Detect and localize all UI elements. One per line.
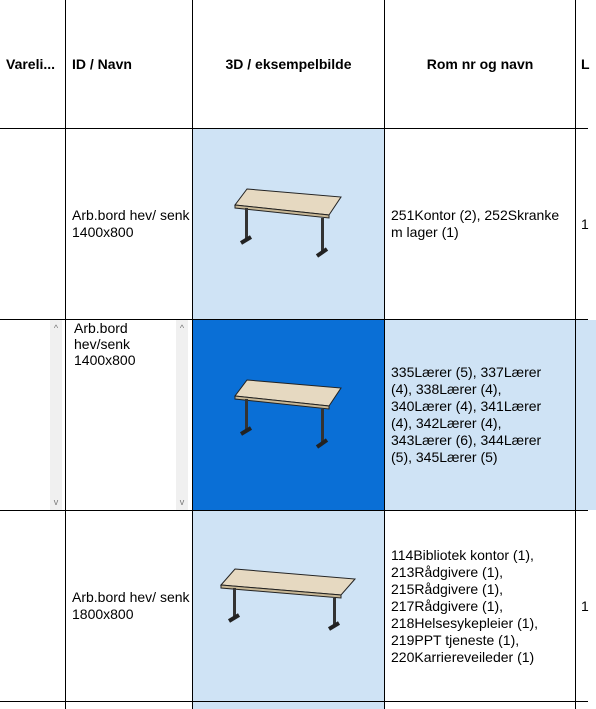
col-header-vareliste-label: Vareli... [6, 56, 56, 72]
row1-rooms-cell[interactable] [385, 129, 575, 319]
row3-cut: 1 [581, 597, 589, 614]
row1-cut-cell[interactable] [576, 129, 596, 319]
row3-name: Arb.bord hev/ senk 1800x800 [72, 589, 190, 622]
row1-rooms: 251Kontor (2), 252Skranke m lager (1) [391, 207, 560, 240]
row2-image-cell-selected[interactable] [193, 320, 384, 510]
col-header-image[interactable] [193, 0, 384, 128]
row3-cut-cell[interactable] [576, 511, 596, 701]
grid-line [575, 0, 576, 709]
desk-3d-icon [233, 187, 345, 261]
row2-name-editor[interactable] [66, 320, 192, 510]
scroll-up-arrow-icon[interactable]: ^ [53, 323, 59, 333]
grid-line [384, 0, 385, 709]
row1-name-cell[interactable] [66, 129, 192, 319]
row2-vare-scrollbar[interactable] [50, 320, 62, 510]
row2-cut-cell[interactable] [576, 320, 596, 510]
desk-3d-icon [219, 567, 359, 633]
col-header-id-label: ID / Navn [72, 56, 132, 72]
row1-cut: 1 [581, 215, 589, 232]
row3-rooms: 114Bibliotek kontor (1), 213Rådgivere (1), 215Rådgivere (1), 217Rådgivere (1), 218Helsesykepleier (1), 219PPT tjeneste (1), 220Karriereveileder (1) [391, 546, 539, 665]
row1-image-cell[interactable] [193, 129, 384, 319]
row3-vare-cell[interactable] [0, 511, 65, 701]
col-header-rom[interactable] [385, 0, 575, 128]
row2-rooms-cell[interactable] [385, 320, 575, 510]
col-header-cut-label: L [581, 56, 590, 72]
row3-name-cell[interactable] [66, 511, 192, 701]
row2-rooms: 335Lærer (5), 337Lærer (4), 338Lærer (4), 340Lærer (4), 341Lærer (4), 342Lærer (4), 343Lærer (6), 344Lærer (5), 345Lærer (5) [391, 364, 542, 465]
desk-3d-icon [233, 378, 345, 452]
grid-line [0, 510, 588, 511]
row1-vare-cell[interactable] [0, 129, 65, 319]
col-header-rom-label: Rom nr og navn [426, 56, 534, 72]
grid-line [0, 128, 588, 129]
col-header-cut[interactable] [576, 0, 596, 128]
grid-line [0, 701, 588, 702]
col-header-vareliste[interactable] [0, 0, 65, 128]
row3-rooms-cell[interactable] [385, 511, 575, 701]
row2-name-scrollbar[interactable] [176, 320, 188, 510]
row2-name-input[interactable] [74, 320, 186, 510]
grid-line [0, 319, 588, 320]
row3-image-cell[interactable] [193, 511, 384, 709]
scroll-up-arrow-icon[interactable]: ^ [179, 323, 185, 333]
scroll-down-arrow-icon[interactable]: v [53, 497, 59, 507]
scroll-down-arrow-icon[interactable]: v [179, 497, 185, 507]
grid-line [65, 0, 66, 709]
col-header-id-navn[interactable] [66, 0, 192, 128]
row1-name: Arb.bord hev/ senk 1400x800 [72, 207, 190, 240]
grid-line [192, 0, 193, 709]
col-header-image-label: 3D / eksempelbilde [225, 56, 352, 72]
